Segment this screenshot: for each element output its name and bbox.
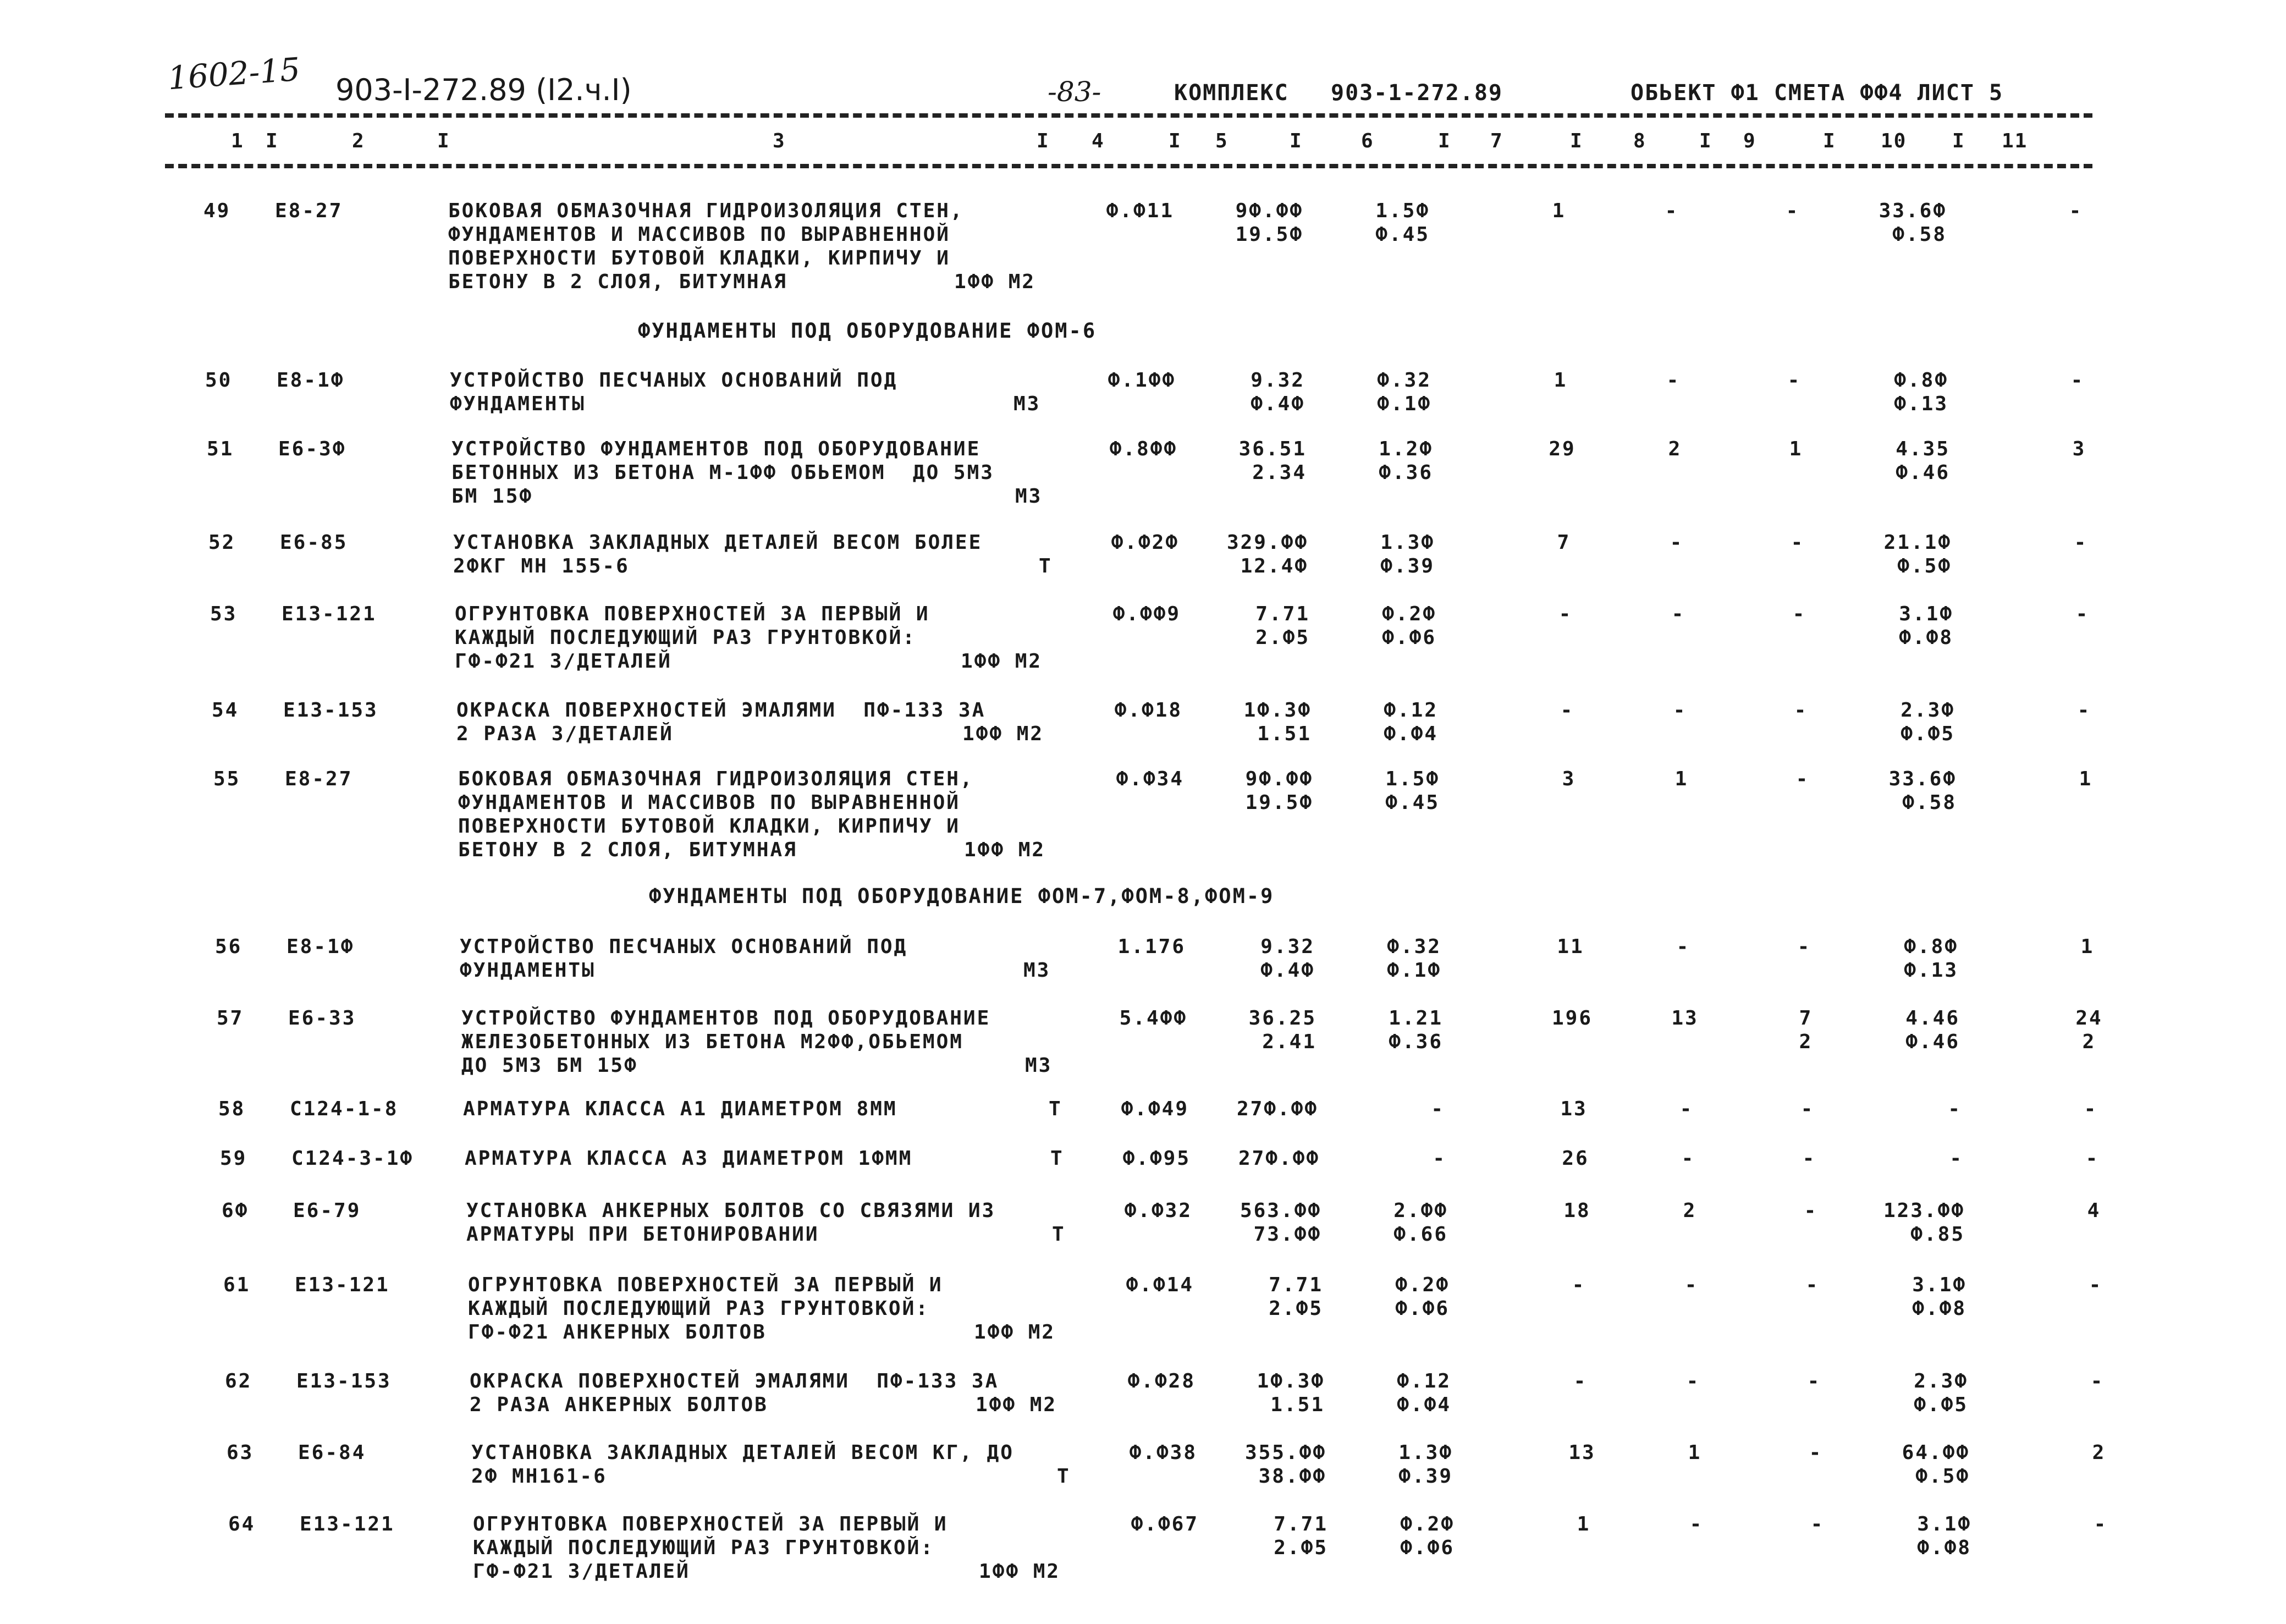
unit-cost: 7.71: [1255, 603, 1310, 625]
work-description-line: 2ФКГ МН 155-6: [453, 555, 630, 577]
labor-hours: Ф.13: [1894, 393, 1948, 415]
unit-cost: 1.51: [1270, 1394, 1325, 1416]
column-9-value: -: [1786, 200, 1800, 222]
column-11-value: -: [2069, 200, 2083, 222]
work-description-line: АРМАТУРА КЛАССА А1 ДИАМЕТРОМ 8ММ: [463, 1098, 897, 1120]
work-description-line: УСТРОЙСТВО ФУНДАМЕНТОВ ПОД ОБОРУДОВАНИЕ: [461, 1007, 991, 1030]
labor-hours: Ф.Ф8: [1917, 1537, 1971, 1559]
work-description-line: УСТРОЙСТВО ПЕСЧАНЫХ ОСНОВАНИЙ ПОД: [450, 369, 898, 392]
labor-cost: Ф.Ф6: [1382, 626, 1436, 649]
unit-of-measure: 1ФФ М2: [964, 839, 1046, 861]
labor-cost: Ф.45: [1385, 791, 1440, 814]
unit-cost: 9Ф.ФФ: [1245, 768, 1313, 790]
price-code: E6-79: [293, 1199, 361, 1222]
column-11-value: 2: [2092, 1441, 2106, 1464]
unit-of-measure: М3: [1025, 1054, 1053, 1077]
column-number: 4: [1092, 130, 1105, 152]
price-code: E8-1Ф: [287, 935, 355, 958]
work-description-line: АРМАТУРА КЛАССА А3 ДИАМЕТРОМ 1ФММ: [465, 1147, 913, 1170]
column-9-value: 1: [1789, 438, 1803, 460]
labor-hours: 4.46: [1905, 1007, 1960, 1030]
work-description-line: АРМАТУРЫ ПРИ БЕТОНИРОВАНИИ: [466, 1223, 819, 1246]
column-number: 5: [1215, 130, 1229, 152]
work-description-line: 2 РАЗА АНКЕРНЫХ БОЛТОВ: [470, 1394, 768, 1416]
document-code: 903-I-272.89 (I2.ч.I): [335, 73, 632, 107]
unit-of-measure: М3: [1015, 485, 1043, 508]
unit-cost: 563.ФФ: [1240, 1199, 1321, 1222]
price-code: E13-121: [282, 603, 377, 625]
unit-of-measure: Т: [1057, 1465, 1071, 1488]
work-description-line: 2Ф МН161-6: [471, 1465, 607, 1488]
price-code: E8-27: [285, 768, 353, 790]
quantity: Ф.Ф95: [1122, 1147, 1191, 1170]
column-8-value: 2: [1683, 1199, 1697, 1222]
work-description-line: ДО 5М3 БМ 15Ф: [461, 1054, 638, 1077]
section-heading: ФУНДАМЕНТЫ ПОД ОБОРУДОВАНИЕ ФОМ-6: [638, 319, 1097, 343]
row-number: 63: [227, 1441, 254, 1464]
labor-hours: 2.3Ф: [1901, 699, 1955, 722]
column-11-value: 4: [2087, 1199, 2101, 1222]
labor-hours: Ф.Ф8: [1899, 626, 1953, 649]
labor-cost: Ф.Ф6: [1395, 1297, 1450, 1320]
column-11-value: 1: [2079, 768, 2093, 790]
column-9-value: -: [1807, 1370, 1821, 1392]
labor-cost: Ф.Ф4: [1397, 1394, 1451, 1416]
total-cost: 196: [1551, 1007, 1593, 1030]
labor-hours: 21.1Ф: [1883, 531, 1952, 554]
column-9-value: -: [1795, 768, 1810, 790]
work-description-line: ОКРАСКА ПОВЕРХНОСТЕЙ ЭМАЛЯМИ ПФ-133 ЗА: [456, 699, 986, 722]
total-cost: 29: [1549, 438, 1576, 460]
quantity: Ф.1ФФ: [1108, 369, 1176, 392]
work-description-line: УСТАНОВКА ЗАКЛАДНЫХ ДЕТАЛЕЙ ВЕСОМ КГ, ДО: [471, 1441, 1014, 1464]
column-8-value: -: [1666, 369, 1681, 392]
unit-cost: 27Ф.ФФ: [1236, 1098, 1318, 1120]
total-cost: 1: [1577, 1513, 1591, 1535]
total-cost: -: [1572, 1274, 1586, 1296]
quantity: Ф.8ФФ: [1109, 438, 1177, 460]
labor-hours: 64.ФФ: [1902, 1441, 1970, 1464]
work-description-line: БОКОВАЯ ОБМАЗОЧНАЯ ГИДРОИЗОЛЯЦИЯ СТЕН,: [458, 768, 974, 790]
price-code: E13-153: [296, 1370, 392, 1392]
column-number: 10: [1881, 130, 1907, 152]
labor-cost: 1.5Ф: [1375, 200, 1430, 222]
labor-cost: 2.ФФ: [1393, 1199, 1448, 1222]
column-separator: I: [1823, 130, 1836, 152]
price-code: C124-1-8: [290, 1098, 399, 1120]
column-separator: I: [1438, 130, 1451, 152]
column-number: 1: [231, 130, 244, 152]
labor-cost: Ф.45: [1375, 223, 1430, 246]
row-number: 56: [215, 935, 243, 958]
column-11-value: -: [2094, 1513, 2108, 1535]
labor-hours: Ф.58: [1902, 791, 1957, 814]
complex-label: КОМПЛЕКС: [1174, 80, 1289, 106]
unit-cost: Ф.4Ф: [1251, 393, 1305, 415]
quantity: Ф.Ф2Ф: [1111, 531, 1179, 554]
unit-cost: 2.Ф5: [1274, 1537, 1328, 1559]
column-separator: I: [1699, 130, 1712, 152]
labor-cost: Ф.66: [1393, 1223, 1448, 1246]
column-8-value: -: [1673, 699, 1687, 722]
quantity: Ф.Ф14: [1126, 1274, 1194, 1296]
work-description-line: КАЖДЫЙ ПОСЛЕДУЮЩИЙ РАЗ ГРУНТОВКОЙ:: [473, 1537, 934, 1559]
work-description-line: ОГРУНТОВКА ПОВЕРХНОСТЕЙ ЗА ПЕРВЫЙ И: [455, 603, 930, 625]
labor-hours: 4.35: [1896, 438, 1950, 460]
labor-cost: 1.3Ф: [1398, 1441, 1453, 1464]
price-code: E8-1Ф: [277, 369, 345, 392]
column-8-value: -: [1686, 1370, 1700, 1392]
labor-hours: 33.6Ф: [1888, 768, 1957, 790]
labor-cost: Ф.Ф6: [1400, 1537, 1455, 1559]
column-number: 6: [1361, 130, 1374, 152]
work-description-line: ОГРУНТОВКА ПОВЕРХНОСТЕЙ ЗА ПЕРВЫЙ И: [468, 1274, 943, 1296]
handwritten-reference: 1602-15: [166, 50, 302, 97]
labor-hours: 3.1Ф: [1912, 1274, 1966, 1296]
column-8-value: 1: [1688, 1441, 1702, 1464]
unit-cost: 2.41: [1262, 1031, 1316, 1053]
work-description-line: УСТРОЙСТВО ПЕСЧАНЫХ ОСНОВАНИЙ ПОД: [460, 935, 908, 958]
column-number: 11: [2002, 130, 2028, 152]
labor-cost: Ф.12: [1397, 1370, 1451, 1392]
quantity: Ф.Ф32: [1124, 1199, 1192, 1222]
work-description-line: УСТРОЙСТВО ФУНДАМЕНТОВ ПОД ОБОРУДОВАНИЕ: [451, 438, 981, 460]
labor-hours: 33.6Ф: [1879, 200, 1947, 222]
work-description-line: 2 РАЗА З/ДЕТАЛЕЙ: [456, 723, 674, 745]
row-number: 51: [207, 438, 234, 460]
work-description-line: ГФ-Ф21 З/ДЕТАЛЕЙ: [455, 650, 672, 673]
column-8-value: -: [1665, 200, 1679, 222]
labor-cost: Ф.1Ф: [1387, 959, 1441, 982]
unit-cost: 9.32: [1251, 369, 1305, 392]
header-rule-top: [165, 113, 2092, 118]
labor-cost: Ф.Ф4: [1384, 723, 1438, 745]
column-8-value: 2: [1668, 438, 1682, 460]
row-number: 49: [203, 200, 231, 222]
column-separator: I: [266, 130, 279, 152]
column-9-value: -: [1791, 531, 1805, 554]
work-description-line: ФУНДАМЕНТОВ И МАССИВОВ ПО ВЫРАВНЕННОЙ: [458, 791, 960, 814]
column-number: 7: [1490, 130, 1503, 152]
unit-cost: 73.ФФ: [1253, 1223, 1321, 1246]
complex-code: 903-1-272.89: [1331, 80, 1503, 106]
column-8-value: -: [1670, 531, 1684, 554]
row-number: 61: [223, 1274, 251, 1296]
row-number: 53: [210, 603, 238, 625]
total-cost: 13: [1568, 1441, 1596, 1464]
column-11-value: -: [2090, 1370, 2105, 1392]
labor-hours: 3.1Ф: [1917, 1513, 1971, 1535]
labor-hours: -: [1948, 1098, 1962, 1120]
column-11-value: -: [2089, 1274, 2103, 1296]
unit-of-measure: М3: [1013, 393, 1041, 415]
column-8-value: -: [1689, 1513, 1704, 1535]
column-9-value: -: [1802, 1147, 1816, 1170]
column-11-value: -: [2074, 531, 2088, 554]
section-heading: ФУНДАМЕНТЫ ПОД ОБОРУДОВАНИЕ ФОМ-7,ФОМ-8,ФОМ-9: [649, 884, 1275, 908]
column-separator: I: [437, 130, 450, 152]
column-8-value: -: [1679, 1098, 1694, 1120]
unit-cost: 19.5Ф: [1245, 791, 1313, 814]
total-cost: -: [1558, 603, 1573, 625]
work-description-line: ФУНДАМЕНТОВ И МАССИВОВ ПО ВЫРАВНЕННОЙ: [448, 223, 950, 246]
labor-hours: -: [1949, 1147, 1963, 1170]
row-number: 59: [220, 1147, 247, 1170]
work-description-line: ОГРУНТОВКА ПОВЕРХНОСТЕЙ ЗА ПЕРВЫЙ И: [473, 1513, 948, 1535]
column-11-value: -: [2085, 1147, 2100, 1170]
column-separator: I: [1290, 130, 1303, 152]
column-9-value: -: [1804, 1199, 1818, 1222]
unit-cost: 2.Ф5: [1269, 1297, 1323, 1320]
work-description-line: ФУНДАМЕНТЫ: [450, 393, 586, 415]
unit-cost: 7.71: [1269, 1274, 1323, 1296]
column-number: 8: [1633, 130, 1646, 152]
row-number: 55: [213, 768, 241, 790]
column-8-value: 1: [1674, 768, 1689, 790]
work-description-line: БЕТОНУ В 2 СЛОЯ, БИТУМНАЯ: [448, 271, 787, 293]
work-description-line: БЕТОННЫХ ИЗ БЕТОНА М-1ФФ ОБЬЕМОМ ДО 5М3: [451, 461, 994, 484]
unit-of-measure: 1ФФ М2: [974, 1321, 1056, 1344]
column-9-value: -: [1800, 1098, 1815, 1120]
object-info: ОБЬЕКТ Ф1 СМЕТА ФФ4 ЛИСТ 5: [1631, 80, 2004, 106]
row-number: 50: [205, 369, 233, 392]
unit-cost: 36.51: [1238, 438, 1307, 460]
unit-cost: 1.51: [1257, 723, 1312, 745]
quantity: Ф.Ф18: [1114, 699, 1182, 722]
column-11-value: 3: [2072, 438, 2086, 460]
work-description-line: КАЖДЫЙ ПОСЛЕДУЮЩИЙ РАЗ ГРУНТОВКОЙ:: [455, 626, 916, 649]
unit-cost: 9.32: [1260, 935, 1315, 958]
total-cost: 13: [1560, 1098, 1588, 1120]
total-cost: 1: [1554, 369, 1568, 392]
unit-cost: 7.71: [1274, 1513, 1328, 1535]
column-11-value: 24 2: [2075, 1007, 2103, 1053]
labor-cost: 1.21: [1389, 1007, 1443, 1030]
column-8-value: -: [1684, 1274, 1699, 1296]
price-code: E6-33: [288, 1007, 356, 1030]
labor-hours: Ф.58: [1892, 223, 1947, 246]
work-description-line: ОКРАСКА ПОВЕРХНОСТЕЙ ЭМАЛЯМИ ПФ-133 ЗА: [470, 1370, 999, 1392]
price-code: E13-121: [295, 1274, 390, 1296]
price-code: E13-153: [283, 699, 378, 722]
price-code: E6-84: [298, 1441, 366, 1464]
page-mark: -83-: [1048, 76, 1101, 108]
unit-cost: 2.34: [1252, 461, 1307, 484]
column-9-value: -: [1809, 1441, 1823, 1464]
column-11-value: -: [2075, 603, 2090, 625]
row-number: 58: [218, 1098, 246, 1120]
work-description-line: БОКОВАЯ ОБМАЗОЧНАЯ ГИДРОИЗОЛЯЦИЯ СТЕН,: [448, 200, 964, 222]
work-description-line: ЖЕЛЕЗОБЕТОННЫХ ИЗ БЕТОНА М2ФФ,ОБЬЕМОМ: [461, 1031, 963, 1053]
labor-cost: Ф.39: [1380, 555, 1435, 577]
price-code: C124-3-1Ф: [291, 1147, 414, 1170]
price-code: E6-85: [280, 531, 348, 554]
unit-of-measure: Т: [1050, 1147, 1064, 1170]
quantity: Ф.Ф67: [1131, 1513, 1199, 1535]
column-8-value: -: [1671, 603, 1685, 625]
labor-hours: Ф.8Ф: [1904, 935, 1958, 958]
labor-hours: Ф.5Ф: [1915, 1465, 1970, 1488]
column-8-value: -: [1676, 935, 1690, 958]
header-rule-bottom: [165, 164, 2092, 168]
row-number: 52: [208, 531, 236, 554]
column-11-value: 1: [2080, 935, 2095, 958]
column-9-value: -: [1792, 603, 1806, 625]
column-11-value: -: [2077, 699, 2091, 722]
column-9-value: -: [1805, 1274, 1820, 1296]
column-separator: I: [1952, 130, 1965, 152]
total-cost: -: [1573, 1370, 1588, 1392]
labor-hours: Ф.Ф5: [1914, 1394, 1968, 1416]
work-description-line: БЕТОНУ В 2 СЛОЯ, БИТУМНАЯ: [458, 839, 797, 861]
labor-hours: Ф.46: [1896, 461, 1950, 484]
labor-cost: 1.5Ф: [1385, 768, 1440, 790]
row-number: 62: [225, 1370, 252, 1392]
work-description-line: БМ 15Ф: [451, 485, 533, 508]
unit-of-measure: Т: [1039, 555, 1053, 577]
row-number: 6Ф: [222, 1199, 249, 1222]
unit-of-measure: 1ФФ М2: [954, 271, 1036, 293]
labor-cost: 1.2Ф: [1379, 438, 1433, 460]
work-description-line: УСТАНОВКА АНКЕРНЫХ БОЛТОВ СО СВЯЗЯМИ ИЗ: [466, 1199, 996, 1222]
work-description-line: ПОВЕРХНОСТИ БУТОВОЙ КЛАДКИ, КИРПИЧУ И: [458, 815, 960, 838]
column-9-value: -: [1797, 935, 1811, 958]
column-9-value: -: [1794, 699, 1808, 722]
price-code: E13-121: [300, 1513, 395, 1535]
total-cost: 3: [1562, 768, 1576, 790]
work-description-line: ГФ-Ф21 З/ДЕТАЛЕЙ: [473, 1560, 690, 1583]
column-separator: I: [1037, 130, 1050, 152]
quantity: Ф.Ф38: [1129, 1441, 1197, 1464]
labor-cost: 1.3Ф: [1380, 531, 1435, 554]
labor-hours: Ф.Ф5: [1901, 723, 1955, 745]
labor-cost: Ф.32: [1377, 369, 1431, 392]
unit-cost: 38.ФФ: [1258, 1465, 1326, 1488]
column-number: 2: [352, 130, 365, 152]
row-number: 64: [228, 1513, 256, 1535]
quantity: Ф.Ф28: [1127, 1370, 1196, 1392]
column-separator: I: [1169, 130, 1182, 152]
column-9-value: -: [1787, 369, 1802, 392]
quantity: Ф.Ф11: [1106, 200, 1174, 222]
labor-hours: Ф.8Ф: [1894, 369, 1948, 392]
total-cost: 1: [1552, 200, 1566, 222]
labor-hours: 2.3Ф: [1914, 1370, 1968, 1392]
labor-cost: -: [1433, 1147, 1446, 1170]
labor-cost: Ф.32: [1387, 935, 1441, 958]
work-description-line: УСТАНОВКА ЗАКЛАДНЫХ ДЕТАЛЕЙ ВЕСОМ БОЛЕЕ: [453, 531, 983, 554]
price-code: E8-27: [275, 200, 343, 222]
total-cost: 11: [1557, 935, 1584, 958]
work-description-line: КАЖДЫЙ ПОСЛЕДУЮЩИЙ РАЗ ГРУНТОВКОЙ:: [468, 1297, 929, 1320]
work-description-line: ПОВЕРХНОСТИ БУТОВОЙ КЛАДКИ, КИРПИЧУ И: [448, 247, 950, 269]
labor-cost: Ф.36: [1379, 461, 1433, 484]
quantity: Ф.Ф49: [1121, 1098, 1189, 1120]
labor-hours: Ф.13: [1904, 959, 1958, 982]
total-cost: 7: [1557, 531, 1571, 554]
labor-cost: Ф.2Ф: [1382, 603, 1436, 625]
work-description-line: ГФ-Ф21 АНКЕРНЫХ БОЛТОВ: [468, 1321, 767, 1344]
labor-cost: Ф.12: [1384, 699, 1438, 722]
labor-cost: Ф.2Ф: [1395, 1274, 1450, 1296]
unit-of-measure: 1ФФ М2: [961, 650, 1043, 673]
labor-cost: Ф.39: [1398, 1465, 1453, 1488]
labor-hours: 123.ФФ: [1883, 1199, 1965, 1222]
labor-cost: Ф.1Ф: [1377, 393, 1431, 415]
unit-cost: 12.4Ф: [1240, 555, 1308, 577]
column-9-value: -: [1810, 1513, 1825, 1535]
column-11-value: -: [2084, 1098, 2098, 1120]
total-cost: 26: [1562, 1147, 1589, 1170]
unit-of-measure: Т: [1049, 1098, 1062, 1120]
labor-hours: 3.1Ф: [1899, 603, 1953, 625]
labor-cost: -: [1431, 1098, 1445, 1120]
unit-of-measure: М3: [1023, 959, 1051, 982]
unit-cost: 19.5Ф: [1235, 223, 1303, 246]
quantity: 5.4ФФ: [1119, 1007, 1187, 1030]
unit-cost: 1Ф.3Ф: [1257, 1370, 1325, 1392]
column-number: 9: [1743, 130, 1756, 152]
column-8-value: -: [1681, 1147, 1695, 1170]
price-code: E6-3Ф: [278, 438, 346, 460]
labor-cost: Ф.36: [1389, 1031, 1443, 1053]
unit-of-measure: Т: [1052, 1223, 1066, 1246]
unit-cost: Ф.4Ф: [1260, 959, 1315, 982]
unit-cost: 355.ФФ: [1244, 1441, 1326, 1464]
column-number: 3: [773, 130, 786, 152]
work-description-line: ФУНДАМЕНТЫ: [460, 959, 596, 982]
column-11-value: -: [2070, 369, 2085, 392]
unit-of-measure: 1ФФ М2: [979, 1560, 1061, 1583]
quantity: 1.176: [1117, 935, 1186, 958]
column-8-value: 13: [1671, 1007, 1699, 1030]
unit-cost: 329.ФФ: [1226, 531, 1308, 554]
column-separator: I: [1570, 130, 1583, 152]
column-9-value: 7 2: [1799, 1007, 1813, 1053]
total-cost: 18: [1563, 1199, 1591, 1222]
labor-cost: Ф.2Ф: [1400, 1513, 1455, 1535]
labor-hours: Ф.85: [1910, 1223, 1965, 1246]
unit-cost: 1Ф.3Ф: [1243, 699, 1312, 722]
row-number: 54: [212, 699, 239, 722]
labor-hours: Ф.Ф8: [1912, 1297, 1966, 1320]
unit-cost: 27Ф.ФФ: [1238, 1147, 1320, 1170]
total-cost: -: [1560, 699, 1574, 722]
quantity: Ф.ФФ9: [1112, 603, 1181, 625]
unit-of-measure: 1ФФ М2: [976, 1394, 1057, 1416]
row-number: 57: [217, 1007, 244, 1030]
unit-of-measure: 1ФФ М2: [962, 723, 1044, 745]
unit-cost: 2.Ф5: [1255, 626, 1310, 649]
labor-hours: Ф.5Ф: [1897, 555, 1952, 577]
unit-cost: 36.25: [1248, 1007, 1316, 1030]
labor-hours: Ф.46: [1905, 1031, 1960, 1053]
unit-cost: 9Ф.ФФ: [1235, 200, 1303, 222]
quantity: Ф.Ф34: [1116, 768, 1184, 790]
